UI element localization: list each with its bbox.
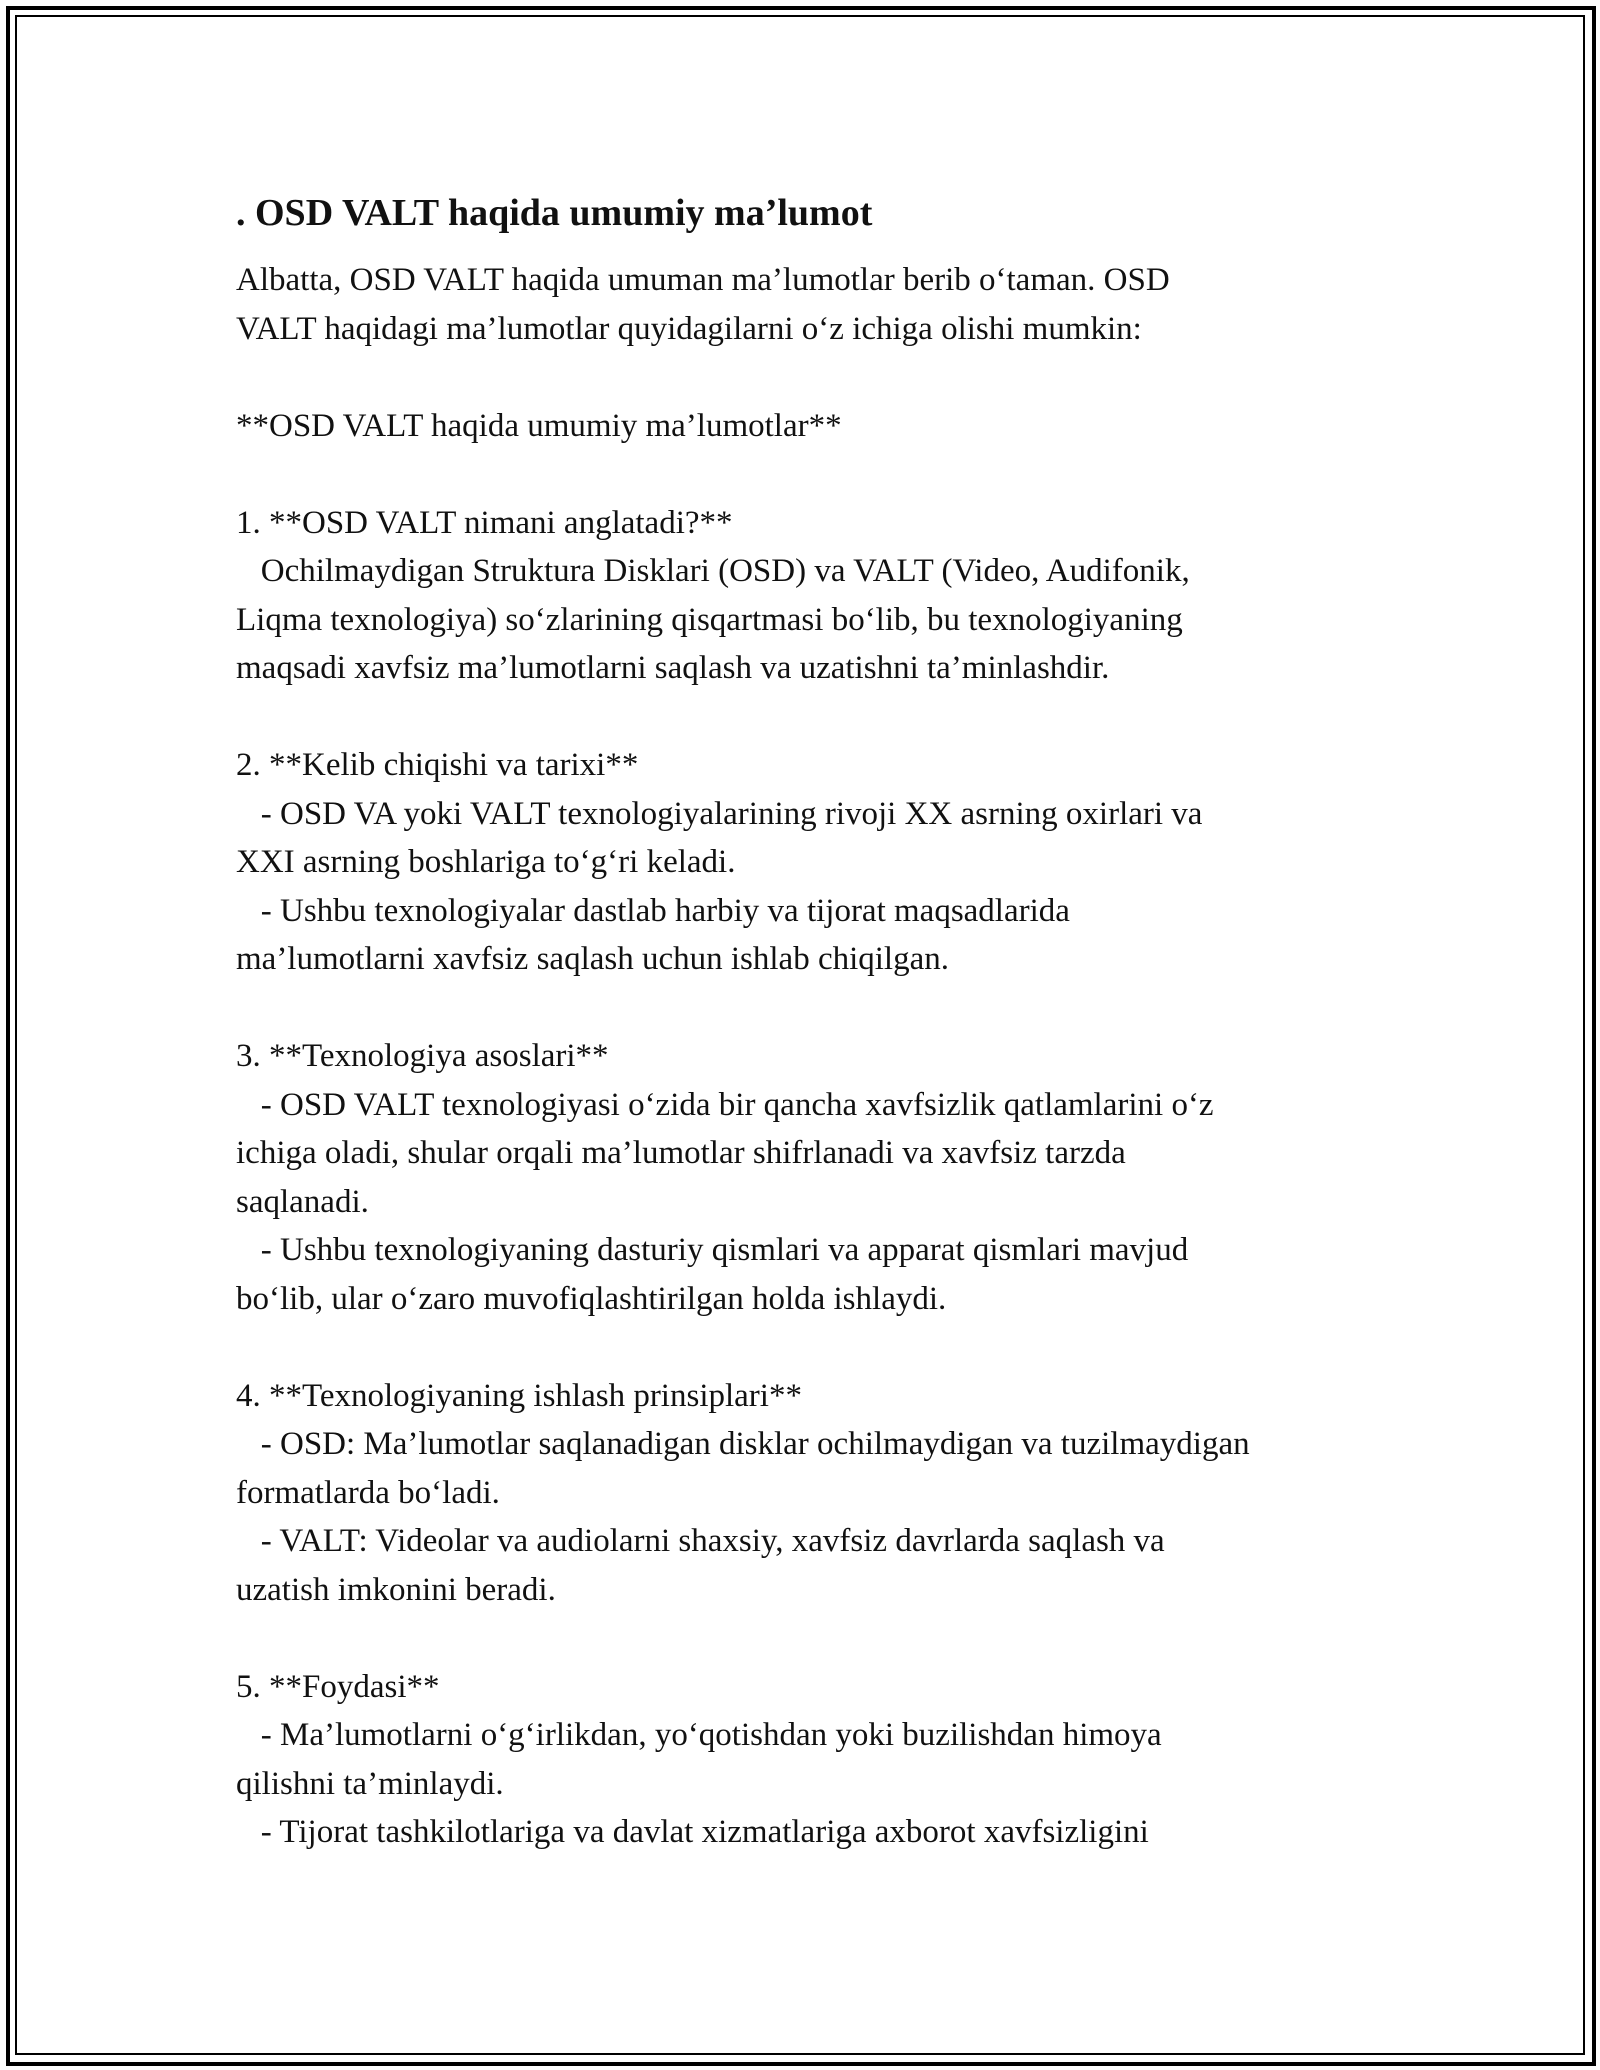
section-line: maqsadi xavfsiz ma’lumotlarni saqlash va uzatishni ta’minlashdir. [236, 650, 1110, 686]
blank-line [236, 984, 1416, 1033]
section-line: - OSD VALT texnologiyasi o‘zida bir qancha xavfsizlik qatlamlarini o‘z [236, 1086, 1214, 1123]
section-line: - OSD VA yoki VALT texnologiyalarining rivoji XX asrning oxirlari va [236, 795, 1203, 832]
section-heading: 1. **OSD VALT nimani anglatadi?** [236, 504, 733, 541]
blank-line [236, 353, 1416, 402]
section-4 [236, 1372, 1416, 1615]
section-5 [236, 1663, 1416, 1857]
document-title: . OSD VALT haqida umumiy ma’lumot [236, 192, 873, 234]
blank-line [236, 450, 1416, 499]
section-line: - VALT: Videolar va audiolarni shaxsiy, xavfsiz davrlarda saqlash va [236, 1523, 1165, 1559]
section-line: - Ushbu texnologiyalar dastlab harbiy va tijorat maqsadlarida [236, 892, 1070, 929]
blank-line [236, 1614, 1416, 1663]
section-line: - Tijorat tashkilotlariga va davlat xizmatlariga axborot xavfsizligini [236, 1814, 1149, 1850]
intro-line: Albatta, OSD VALT haqida umuman ma’lumotlar berib o‘taman. OSD [236, 262, 1170, 298]
section-2 [236, 741, 1416, 984]
section-line: uzatish imkonini beradi. [236, 1571, 556, 1608]
section-line: Ochilmaydigan Struktura Disklari (OSD) va VALT (Video, Audifonik, [236, 553, 1190, 589]
section-line: XXI asrning boshlariga to‘g‘ri keladi. [236, 844, 736, 880]
document-body [236, 188, 1416, 1857]
section-line: qilishni ta’minlaydi. [236, 1765, 504, 1802]
section-line: - OSD: Ma’lumotlar saqlanadigan disklar ochilmaydigan va tuzilmaydigan [236, 1426, 1250, 1462]
section-line: bo‘lib, ular o‘zaro muvofiqlashtirilgan holda ishlaydi. [236, 1280, 947, 1317]
blank-line [236, 693, 1416, 742]
section-line: Liqma texnologiya) so‘zlarining qisqartmasi bo‘lib, bu texnologiyaning [236, 601, 1183, 638]
intro-paragraph [236, 256, 1416, 353]
section-line: ichiga oladi, shular orqali ma’lumotlar shifrlanadi va xavfsiz tarzda [236, 1135, 1126, 1171]
section-line: - Ushbu texnologiyaning dasturiy qismlari va apparat qismlari mavjud [236, 1232, 1189, 1268]
section-heading: 3. **Texnologiya asoslari** [236, 1038, 609, 1074]
section-line: - Ma’lumotlarni o‘g‘irlikdan, yo‘qotishdan yoki buzilishdan himoya [236, 1717, 1162, 1753]
section-line: formatlarda bo‘ladi. [236, 1474, 500, 1511]
intro-line: VALT haqidagi ma’lumotlar quyidagilarni o‘z ichiga olishi mumkin: [236, 310, 1142, 347]
section-3 [236, 1032, 1416, 1323]
section-heading: 2. **Kelib chiqishi va tarixi** [236, 747, 639, 783]
section-1 [236, 499, 1416, 693]
blank-line [236, 1323, 1416, 1372]
document-subtitle: **OSD VALT haqida umumiy ma’lumotlar** [236, 407, 842, 444]
section-heading: 5. **Foydasi** [236, 1668, 440, 1705]
section-line: ma’lumotlarni xavfsiz saqlash uchun ishlab chiqilgan. [236, 941, 949, 977]
section-line: saqlanadi. [236, 1183, 369, 1220]
section-heading: 4. **Texnologiyaning ishlash prinsiplari** [236, 1377, 802, 1414]
